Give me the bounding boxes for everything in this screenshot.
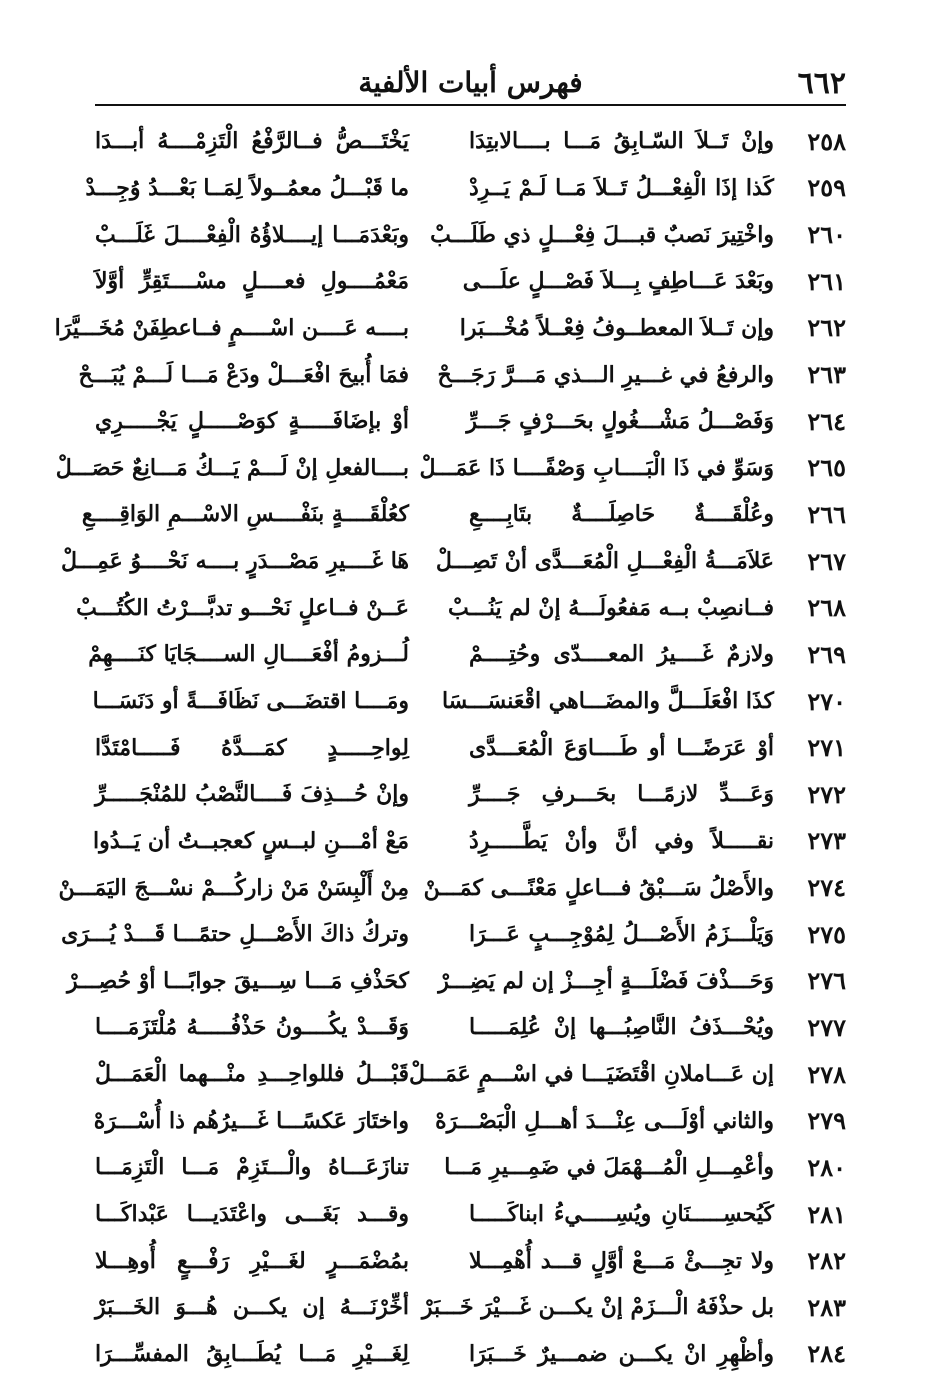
verse-second-hemistich: بــــه عَــــن اسْــــمٍ فــاعطِفَنْ مُخَـــيَّرَا bbox=[54, 314, 409, 341]
verse-second-hemistich: لِواحِـــــدٍ كمَـــدَّهُ فَـــــامْتَدَّا bbox=[95, 734, 409, 761]
verse-first-hemistich: وَيَلْـــزَمُ الأَصْـــلُ لِمُوْجِـــبٍ عَـــرَا bbox=[469, 921, 774, 948]
verse-number: ٢٥٩ bbox=[807, 173, 846, 203]
verse-row bbox=[66, 958, 846, 1005]
verse-second-hemistich: وتركُ ذاكَ الأَصْـــلِ حتمًـــا قَـــدْ يُـــرَى bbox=[61, 921, 409, 948]
verse-second-hemistich: فمَا أُبيحَ افْعَـــلْ ودَعْ مَـــا لَـــمْ يُبَـــحْ bbox=[78, 361, 409, 388]
verse-first-hemistich: والثاني أوْلَـــى عِنْـــدَ أهـــلِ الْبَصْـــرَهْ bbox=[435, 1107, 774, 1134]
verse-second-hemistich: واختَارَ عَكسًـــا غَـــيرُهُم ذا أُسْـــرَهْ bbox=[93, 1107, 409, 1134]
verse-number: ٢٨١ bbox=[807, 1199, 846, 1229]
verse-number: ٢٧٢ bbox=[807, 779, 846, 809]
verse-row bbox=[95, 724, 846, 771]
verse-first-hemistich: إن عَـــاملانِ اقْتَضَيَـــا في اسْـــمٍ عَمَـــلْ bbox=[408, 1061, 774, 1088]
verse-row bbox=[54, 305, 846, 352]
verse-second-hemistich: كعُلْقَــــةٍ بنَفْــــسِ الاسْـــمِ الوَاقِــــعِ bbox=[81, 501, 409, 528]
verse-first-hemistich: كَيُحسِـــــنَانِ ويُسِـــــيءُ ابناكَـــــا bbox=[469, 1201, 774, 1228]
verse-number: ٢٦٤ bbox=[807, 406, 846, 436]
verse-first-hemistich: وإنْ تَــلاَ السّـابِقُ مَـــا بــــالابتِدَا bbox=[469, 128, 774, 155]
verse-first-hemistich: والرفعُ في غـــيرِ الـــذي مَـــرَّ رَجَـــحْ bbox=[437, 361, 774, 388]
verse-number: ٢٦٧ bbox=[807, 546, 846, 576]
verse-second-hemistich: وَقَـــدْ يكُــــونُ حَذْفُـــــهُ مُلْتَزَمَــــا bbox=[95, 1014, 409, 1041]
verse-number: ٢٨٣ bbox=[807, 1292, 846, 1322]
verse-second-hemistich: ومَــــا اقتضَـــى نَظَافَـــةً أو دَنَسَـــا bbox=[92, 688, 409, 714]
verse-second-hemistich: لِغَـــيْرِ مَـــا يُطَـــابِقُ المفسِّـــرَا bbox=[95, 1340, 409, 1367]
page-header bbox=[95, 58, 846, 106]
verse-row bbox=[95, 1237, 846, 1284]
verse-second-hemistich: وإنْ حُـــذِفَ فَــــالنَّصْبُ للمُنْجَـــــرِّ bbox=[95, 781, 409, 808]
verse-row bbox=[95, 118, 846, 165]
verse-second-hemistich: أوْ بإضَافَـــــةٍ كوَصْـــــلٍ يَجْـــــرِي bbox=[95, 408, 409, 435]
verse-first-hemistich: وَسَوِّ في ذَا الْبَــــابِ وَصْفًــــا ذَا عَمَـــلْ bbox=[419, 454, 774, 481]
verse-second-hemistich: بــــالفعلِ إنْ لَـــمْ يَـــكُ مَـــانِعٌ حَصَـــلْ bbox=[55, 454, 409, 481]
verse-first-hemistich: وَحَـــذْفَ فَضْلَـــةٍ أجِـــزْ إن لم يَضِـــرْ bbox=[438, 967, 774, 994]
verse-number: ٢٨٠ bbox=[807, 1152, 846, 1182]
verse-first-hemistich: كذَا افْعَلَـــلَّ والمضَـــاهي اقْعَنسَـــسَا bbox=[441, 688, 774, 714]
verse-number: ٢٦٠ bbox=[807, 220, 846, 250]
verse-number: ٢٧٤ bbox=[807, 873, 846, 903]
verse-number: ٢٨٤ bbox=[807, 1339, 846, 1369]
verse-row bbox=[92, 678, 846, 725]
verse-row bbox=[60, 538, 846, 585]
verse-number: ٢٧٥ bbox=[807, 919, 846, 949]
verse-number: ٢٦٢ bbox=[807, 313, 846, 343]
verse-row bbox=[95, 398, 846, 445]
verse-number: ٢٦٣ bbox=[807, 360, 846, 390]
verse-first-hemistich: وبَعْدَ عَـــاطِفٍ بِـــلاَ فَصْـــلٍ علَـــى bbox=[462, 268, 774, 295]
verse-second-hemistich: ما قَبْـــلُ معمُــولاً لِمَــا بَعْـــدُ وُجِـــدْ bbox=[85, 174, 409, 201]
verse-second-hemistich: لُـــزومُ أفْعَــــالِ الســــجَايَا كنَــــهِمْ bbox=[88, 641, 409, 668]
verse-row bbox=[78, 351, 846, 398]
verse-row bbox=[95, 1331, 846, 1378]
verse-row bbox=[81, 491, 846, 538]
verse-list bbox=[54, 118, 846, 1377]
verse-second-hemistich: كحَذْفِ مَـــا سِـــيقَ جوابًـــا أوْ حُصِـــرْ bbox=[66, 967, 409, 994]
verse-second-hemistich: أخِّرْنَـــهُ إن يكـــن هُـــوَ الخَـــبَرْ bbox=[95, 1294, 409, 1321]
verse-number: ٢٧٨ bbox=[807, 1059, 846, 1089]
verse-first-hemistich: وَعَـــدِّ لازمًـــا بحَـــرفِ جَــــرِّ bbox=[469, 781, 774, 808]
verse-second-hemistich: تنازَعَـــاهُ والْـــتَزِمْ مَـــا الْتَزِمَـــا bbox=[95, 1154, 409, 1181]
verse-first-hemistich: كَذا إذَا الْفِعْـــلُ تَــلاَ مَــا لَـمْ يَــرِدْ bbox=[469, 174, 774, 201]
verse-number: ٢٥٨ bbox=[807, 126, 846, 156]
verse-second-hemistich: عَــنْ فــاعلٍ نَحْـــو تدبَّـــرْتُ الكُتُـــبْ bbox=[76, 594, 409, 621]
verse-row bbox=[95, 1144, 846, 1191]
verse-first-hemistich: أوْ عَرَضًـــا أو طَــــاوَعَ الْمُعَـــدَّى bbox=[469, 734, 774, 761]
verse-number: ٢٨٢ bbox=[807, 1246, 846, 1276]
verse-number: ٢٧٩ bbox=[807, 1106, 846, 1136]
verse-row bbox=[85, 165, 846, 212]
verse-second-hemistich: مَعْمُــــولِ فعــــلٍ مسْــــتَقِرٍّ أوَّلاَ bbox=[95, 268, 409, 295]
verse-first-hemistich: فــانصِبْ بــه مَفعُولَـــهُ إنْ لم يَنُـــبْ bbox=[447, 594, 774, 621]
verse-first-hemistich: وإن تَــلاَ المعطــوفُ فِعْــلاً مُخْـــبَرا bbox=[459, 314, 774, 341]
verse-row bbox=[55, 444, 846, 491]
verse-number: ٢٧٠ bbox=[807, 686, 846, 716]
verse-number: ٢٦١ bbox=[807, 266, 846, 296]
verse-row bbox=[95, 771, 846, 818]
verse-first-hemistich: ولازمٌ غَــــيرُ المعــــدّى وحُتِــــمْ bbox=[469, 641, 774, 668]
verse-number: ٢٧١ bbox=[807, 733, 846, 763]
verse-row bbox=[58, 864, 846, 911]
verse-first-hemistich: وأظْهِرِ انْ يكـــن ضمـــيرٌ خَـــبَرَا bbox=[469, 1340, 774, 1367]
verse-second-hemistich: مِنْ أَلْبِسَنْ مَنْ زاركُـــمْ نسْـــجَ اليَمَـــنْ bbox=[58, 874, 409, 901]
verse-first-hemistich: ولا تجِـــئْ مَـــعْ أوَّلٍ قـــد أُهْمِـــلا bbox=[469, 1247, 774, 1274]
verse-row bbox=[95, 1097, 846, 1144]
verse-number: ٢٦٨ bbox=[807, 593, 846, 623]
verse-second-hemistich: قَبْـــلُ فللواحِـــدِ منْـــهما الْعَمَـــلْ bbox=[95, 1061, 409, 1088]
verse-row bbox=[95, 1051, 846, 1098]
verse-row bbox=[92, 818, 846, 865]
verse-second-hemistich: وقـــد بَغَـــى واعْتَدَيـــا عَبْداكَـــا bbox=[95, 1201, 409, 1228]
verse-row bbox=[61, 911, 846, 958]
verse-second-hemistich: يَخْتَـــصُّ فــالرَّفْعُ الْتَزِمْــــهُ أبـــدَا bbox=[95, 128, 409, 155]
verse-number: ٢٧٣ bbox=[807, 826, 846, 856]
verse-row bbox=[95, 1004, 846, 1051]
verse-first-hemistich: وعُلْقَــــةٌ حَاصِلَــــةٌ بتَابِــــعِ bbox=[469, 501, 774, 528]
verse-number: ٢٧٧ bbox=[807, 1012, 846, 1042]
verse-first-hemistich: بل حذْفَهُ الْـــزَمْ إنْ يكـــن غَـــيْرَ خَـــبَرْ bbox=[421, 1294, 774, 1321]
verse-row bbox=[95, 211, 846, 258]
header-divider bbox=[95, 104, 846, 106]
verse-row bbox=[88, 631, 846, 678]
verse-number: ٢٦٦ bbox=[807, 499, 846, 529]
verse-second-hemistich: بمُضْمَـــرٍ لغَـــيْرِ رَفْـــعٍ أُوهِـــلا bbox=[95, 1247, 409, 1274]
verse-number: ٢٦٥ bbox=[807, 453, 846, 483]
verse-number: ٢٧٦ bbox=[807, 966, 846, 996]
verse-row bbox=[95, 1191, 846, 1238]
verse-second-hemistich: وبَعْدَمَـــا إيــــلاؤُهُ الْفِعْــــلَ غَلَـــبْ bbox=[95, 221, 409, 248]
verse-first-hemistich: وَفَصْـــلُ مَشْـــغُولٍ بحَـــرْفٍ جَـــرِّ bbox=[466, 408, 774, 435]
verse-second-hemistich: مَعْ أمْـــنِ لبــسٍ كعجبــتُ أن يَــدُوا bbox=[92, 827, 409, 854]
verse-row bbox=[76, 584, 846, 631]
verse-row bbox=[95, 258, 846, 305]
verse-first-hemistich: عَلاَمَـــةُ الْفِعْـــلِ الْمُعَـــدَّى أنْ تَصِـــلْ bbox=[435, 548, 774, 575]
verse-first-hemistich: وأعْمِـــلِ الْمُـــهْمَلَ في ضَمِـــيرِ مَـــا bbox=[444, 1154, 774, 1181]
verse-first-hemistich: والأَصْلُ سَـــبْقُ فـــاعلٍ مَعْنًـــى كمَـــنْ bbox=[423, 874, 774, 901]
running-title: فهرس أبيات الألفية bbox=[358, 66, 583, 99]
verse-first-hemistich: نقـــــلاً وفي أنَّ وأنْ يَطَّـــــرِدُ bbox=[469, 827, 774, 854]
verse-number: ٢٦٩ bbox=[807, 639, 846, 669]
verse-second-hemistich: هَا غَــــيرِ مَصْـــدَرٍ بــــه نَحْــــوُ عَمِـــلْ bbox=[60, 548, 409, 575]
verse-first-hemistich: واخْتِيرَ نَصبٌ قبـــلَ فِعْـــلٍ ذي طَلَـــبْ bbox=[430, 221, 774, 248]
verse-first-hemistich: ويُحْـــذَفُ النَّاصِبُـــها إنْ عُلِمَـــــا bbox=[469, 1014, 774, 1041]
verse-row bbox=[95, 1284, 846, 1331]
page-number: ٦٦٢ bbox=[797, 66, 846, 101]
